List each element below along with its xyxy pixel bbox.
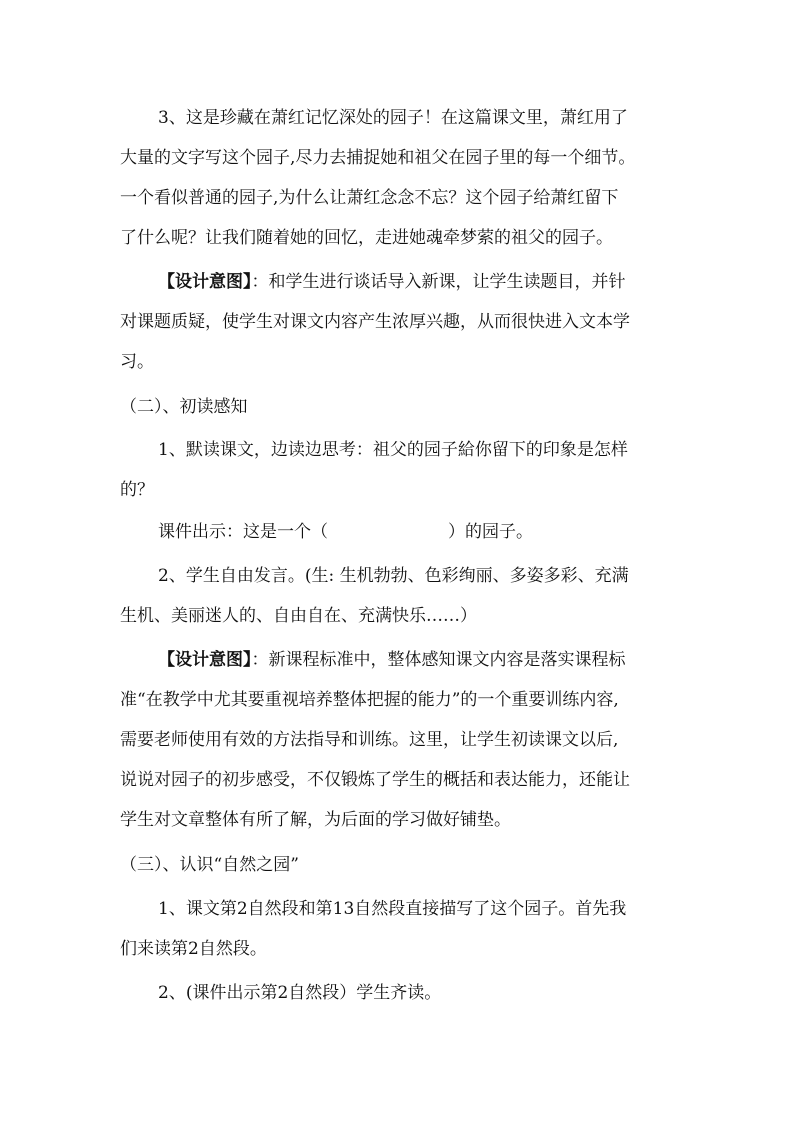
courseware-line	[158, 520, 718, 544]
design-intent-text: ：新课程标准中，整体感知课文内容是落实课程标	[251, 650, 626, 670]
design-intent-label: 【设计意图】	[158, 650, 252, 670]
section-heading: （三）、认识“自然之园”	[120, 855, 299, 875]
paragraph-line: 1、默读课文，边读边思考：祖父的园子給你留下的印象是怎样	[158, 440, 628, 460]
paragraph-line: 2、(课件出示第2自然段）学生齐读。	[158, 983, 442, 1003]
paragraph-line: 3、这是珍藏在萧红记忆深处的园子！在这篇课文里，萧红用了	[158, 108, 628, 128]
paragraph-line: 一个看似普通的园子,为什么让萧红念念不忘？这个园子给萧红留下	[120, 188, 619, 208]
paragraph-line: 了什么呢？让我们随着她的回忆，走进她魂牵梦萦的祖父的园子。	[120, 228, 613, 248]
section-heading: （二）、初读感知	[120, 397, 248, 417]
design-intent-line	[158, 648, 680, 672]
courseware-text-before: 课件出示：这是一个（	[158, 522, 328, 542]
design-intent-label: 【设计意图】	[158, 272, 252, 292]
design-intent-text: ：和学生进行谈话导入新课，让学生读题目，并针	[251, 272, 626, 292]
paragraph-line: 准“在教学中尤其要重视培养整体把握的能力”的一个重要训练内容,	[120, 690, 619, 710]
paragraph-line: 学生对文章整体有所了解，为后面的学习做好铺垫。	[120, 810, 511, 830]
paragraph-line: 1、课文第2自然段和第13自然段直接描写了这个园子。首先我	[158, 899, 627, 919]
paragraph-line: 习。	[120, 352, 154, 372]
paragraph-line: 需要老师使用有效的方法指导和训练。这里，让学生初读课文以后,	[120, 730, 619, 750]
design-intent-line	[158, 270, 680, 294]
paragraph-line: 大量的文字写这个园子,尽力去捕捉她和祖父在园子里的每一个细节。	[120, 148, 636, 168]
paragraph-line: 对课题质疑，使学生对课文内容产生浓厚兴趣，从而很快进入文本学	[120, 312, 630, 332]
courseware-text-after: ）的园子。	[448, 522, 533, 542]
paragraph-line: 说说对园子的初步感受，不仅锻炼了学生的概括和表达能力，还能让	[120, 770, 630, 790]
paragraph-line: 生机、美丽迷人的、自由自在、充满快乐……）	[120, 606, 477, 626]
paragraph-line: 的？	[120, 480, 154, 500]
paragraph-line: 2、学生自由发言。(生: 生机勃勃、色彩绚丽、多姿多彩、充满	[158, 566, 629, 586]
paragraph-line: 们来读第2自然段。	[120, 939, 267, 959]
